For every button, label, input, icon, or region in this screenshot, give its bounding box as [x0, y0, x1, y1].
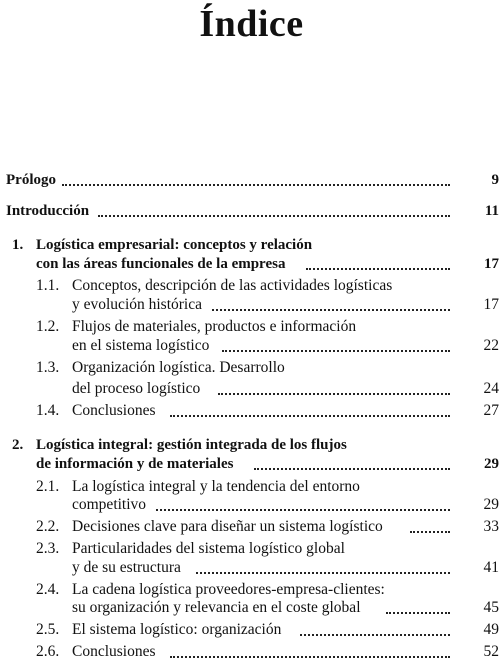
section-number: 1.1. — [36, 277, 60, 294]
page-number: 33 — [483, 518, 499, 535]
toc-entry-label: en el sistema logístico — [72, 337, 210, 354]
dot-leader — [170, 413, 450, 417]
toc-entry-label: de información y de materiales — [36, 456, 234, 472]
section-number: 2.6. — [36, 643, 60, 660]
dot-leader — [222, 348, 450, 352]
page-number: 17 — [483, 296, 499, 313]
dot-leader — [254, 466, 450, 470]
dot-leader — [306, 266, 450, 270]
section-number: 2.2. — [36, 518, 60, 535]
toc-entry-label: Introducción — [6, 203, 90, 219]
page-number: 49 — [483, 621, 499, 638]
section-number: 2.5. — [36, 621, 60, 638]
toc-entry-label: Logística integral: gestión integrada de los flujos — [36, 437, 347, 453]
page-number: 22 — [483, 337, 499, 354]
dot-leader — [212, 307, 450, 311]
toc-entry-label: El sistema logístico: organización — [72, 621, 282, 638]
toc-entry-label: con las áreas funcionales de la empresa — [36, 256, 286, 272]
toc-entry-label: y de su estructura — [72, 559, 181, 576]
toc-entry-label: Conclusiones — [72, 643, 156, 660]
page-number: 24 — [483, 380, 499, 397]
toc-entry-label: competitivo — [72, 496, 147, 513]
chapter-number: 2. — [12, 437, 24, 453]
toc-entry-label: y evolución histórica — [72, 296, 202, 313]
page-number: 9 — [491, 172, 499, 188]
toc-entry-label: Conceptos, descripción de las actividades logísticas — [72, 277, 393, 294]
dot-leader — [386, 610, 450, 614]
page-number: 17 — [484, 256, 499, 272]
dot-leader — [98, 213, 450, 217]
page-number: 52 — [483, 643, 499, 660]
page-title: Índice — [199, 3, 304, 45]
toc-entry-label: Logística empresarial: conceptos y relación — [36, 237, 313, 253]
toc-entry-label: Prólogo — [6, 172, 56, 188]
dot-leader — [300, 632, 450, 636]
toc-entry-label: Organización logística. Desarrollo — [72, 359, 285, 376]
section-number: 2.3. — [36, 540, 60, 557]
page-number: 27 — [483, 402, 499, 419]
chapter-number: 1. — [12, 237, 24, 253]
dot-leader — [156, 507, 450, 511]
toc-entry-label: La cadena logística proveedores-empresa-clientes: — [72, 581, 385, 598]
dot-leader — [196, 570, 450, 574]
page-number: 11 — [484, 203, 499, 219]
page-number: 29 — [484, 456, 499, 472]
section-number: 1.2. — [36, 318, 60, 335]
page-number: 41 — [483, 559, 499, 576]
toc-entry-label: del proceso logístico — [72, 380, 201, 397]
toc-entry-label: Decisiones clave para diseñar un sistema logístico — [72, 518, 383, 535]
dot-leader — [170, 654, 450, 658]
dot-leader — [410, 529, 450, 533]
toc-entry-label: Conclusiones — [72, 402, 156, 419]
toc-entry-label: su organización y relevancia en el coste global — [72, 599, 361, 616]
section-number: 1.3. — [36, 359, 60, 376]
toc-entry-label: Particularidades del sistema logístico global — [72, 540, 345, 557]
section-number: 2.4. — [36, 581, 60, 598]
section-number: 2.1. — [36, 478, 60, 495]
section-number: 1.4. — [36, 402, 60, 419]
page-number: 29 — [483, 496, 499, 513]
page-number: 45 — [483, 599, 499, 616]
dot-leader — [62, 182, 450, 186]
dot-leader — [218, 391, 450, 395]
toc-entry-label: La logística integral y la tendencia del entorno — [72, 478, 360, 495]
toc-entry-label: Flujos de materiales, productos e información — [72, 318, 357, 335]
